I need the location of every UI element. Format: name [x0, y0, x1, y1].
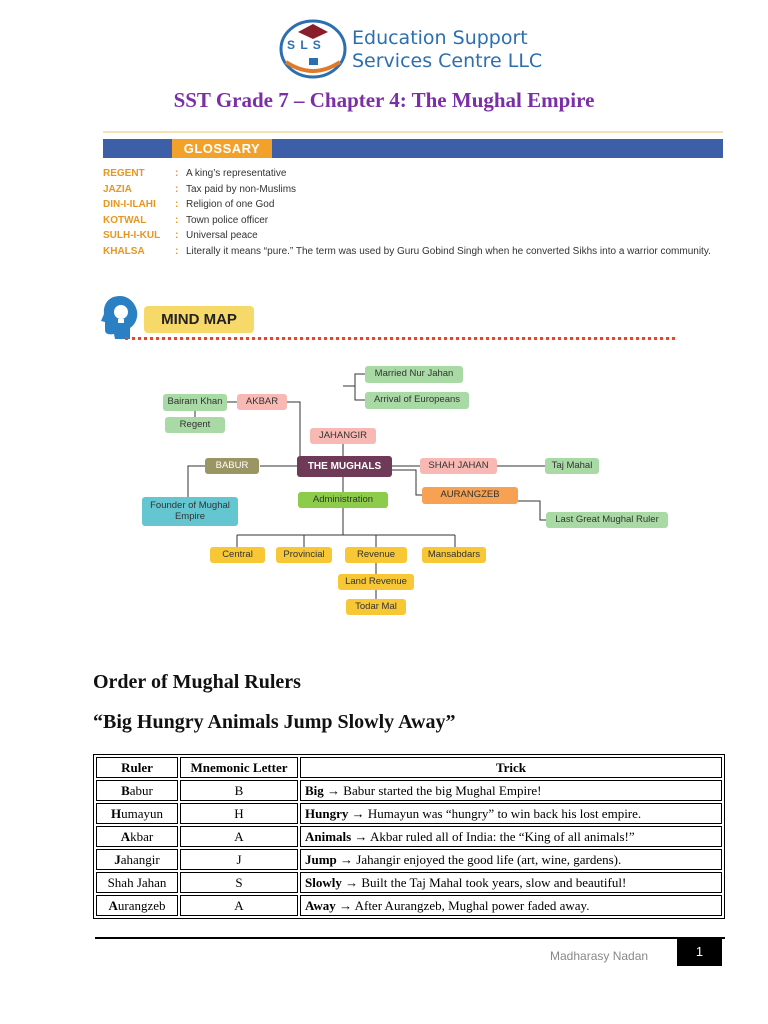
node-taj-mahal: Taj Mahal [545, 458, 599, 474]
ruler-cell [96, 895, 178, 916]
letter-cell: H [180, 803, 298, 824]
trick-keyword: Hungry [305, 805, 349, 821]
glossary-colon: : [175, 215, 179, 226]
glossary-colon: : [175, 184, 179, 195]
letter-cell: A [180, 826, 298, 847]
table-row [96, 826, 722, 847]
node-todar-mal: Todar Mal [346, 599, 406, 615]
node-shah-jahan: SHAH JAHAN [420, 458, 497, 474]
ruler-initial: H [110, 805, 122, 821]
letter-cell: S [180, 872, 298, 893]
glossary-term: JAZIA [103, 184, 132, 195]
node-jahangir: JAHANGIR [310, 428, 376, 444]
mind-map-heading: MIND MAP [144, 306, 254, 333]
ruler-name-rest: Shah Jahan [107, 874, 167, 890]
rulers-table [93, 754, 725, 919]
glossary-definition: Literally it means “pure.” The term was used by Guru Gobind Singh when he converted Sikhs into a warrior community. [186, 246, 711, 257]
trick-keyword: Slowly [305, 874, 342, 890]
mnemonic-phrase: “Big Hungry Animals Jump Slowly Away” [93, 711, 456, 733]
glossary-heading: GLOSSARY [172, 139, 272, 158]
glossary-colon: : [175, 246, 179, 257]
glossary-term: KHALSA [103, 246, 145, 257]
ruler-name-rest: urangzeb [117, 897, 166, 913]
trick-cell [300, 826, 722, 847]
node-akbar: AKBAR [237, 394, 287, 410]
table-row [96, 895, 722, 916]
node-central: Central [210, 547, 265, 563]
trick-text: → Akbar ruled all of India: the “King of all animals!” [351, 828, 635, 844]
glossary-colon: : [175, 199, 179, 210]
column-header: Trick [300, 757, 722, 778]
glossary-definition: Tax paid by non-Muslims [186, 184, 297, 195]
node-arrival-of-europeans: Arrival of Europeans [365, 392, 469, 409]
ruler-name-rest: abur [129, 782, 153, 798]
trick-cell [300, 895, 722, 916]
column-header: Mnemonic Letter [180, 757, 298, 778]
trick-cell [300, 849, 722, 870]
glossary-term: KOTWAL [103, 215, 147, 226]
section-heading: Order of Mughal Rulers [93, 671, 301, 693]
table-row [96, 872, 722, 893]
node-regent: Regent [165, 417, 225, 433]
node-the-mughals: THE MUGHALS [297, 456, 392, 477]
ruler-initial: B [121, 782, 130, 798]
ruler-initial: A [120, 828, 131, 844]
ruler-name-rest: ahangir [120, 851, 160, 867]
trick-keyword: Away [305, 897, 336, 913]
table-row [96, 780, 722, 801]
org-name-line1: Education Support [352, 27, 528, 49]
glossary-term: SULH-I-KUL [103, 230, 161, 241]
trick-keyword: Jump [305, 851, 337, 867]
letter-cell: A [180, 895, 298, 916]
footer-author: Madharasy Nadan [550, 949, 649, 963]
node-land-revenue: Land Revenue [338, 574, 414, 590]
org-name-line2: Services Centre LLC [352, 50, 543, 72]
glossary-colon: : [175, 168, 179, 179]
glossary-definition: A king’s representative [186, 168, 287, 179]
ruler-name-rest: kbar [130, 828, 154, 844]
ruler-initial: A [108, 897, 118, 913]
ruler-cell [96, 872, 178, 893]
table-row [96, 803, 722, 824]
ruler-initial: J [114, 851, 121, 867]
logo-letters: S L S [287, 38, 322, 52]
node-last-great-mughal-ruler: Last Great Mughal Ruler [546, 512, 668, 528]
ruler-name-rest: umayun [121, 805, 163, 821]
page-title: SST Grade 7 – Chapter 4: The Mughal Empire [173, 88, 595, 112]
table-header-row [96, 757, 722, 778]
trick-text: → Built the Taj Mahal took years, slow and beautiful! [341, 874, 627, 890]
trick-text: → Humayun was “hungry” to win back his lost empire. [348, 805, 642, 821]
node-revenue: Revenue [345, 547, 407, 563]
node-aurangzeb: AURANGZEB [422, 487, 518, 504]
footer-rule [95, 937, 725, 939]
ruler-cell [96, 803, 178, 824]
ruler-cell [96, 826, 178, 847]
trick-text: → Jahangir enjoyed the good life (art, wine, gardens). [336, 851, 622, 867]
node-bairam-khan: Bairam Khan [163, 394, 227, 411]
glossary-term: REGENT [103, 168, 145, 179]
page-number: 1 [677, 937, 722, 966]
ruler-cell [96, 849, 178, 870]
letter-cell: B [180, 780, 298, 801]
glossary-term: DIN-I-ILAHI [103, 199, 156, 210]
ruler-cell [96, 780, 178, 801]
node-mansabdars: Mansabdars [422, 547, 486, 563]
node-married-nur-jahan: Married Nur Jahan [365, 366, 463, 383]
trick-cell [300, 780, 722, 801]
trick-cell [300, 872, 722, 893]
glossary-definition: Religion of one God [186, 199, 275, 210]
node-provincial: Provincial [276, 547, 332, 563]
trick-keyword: Animals [305, 828, 352, 844]
glossary-definition: Universal peace [186, 230, 258, 241]
trick-keyword: Big [305, 782, 324, 798]
letter-cell: J [180, 849, 298, 870]
glossary-colon: : [175, 230, 179, 241]
node-babur: BABUR [205, 458, 259, 474]
trick-cell [300, 803, 722, 824]
trick-text: → After Aurangzeb, Mughal power faded away. [335, 897, 590, 913]
table-row [96, 849, 722, 870]
trick-text: → Babur started the big Mughal Empire! [323, 782, 542, 798]
column-header: Ruler [96, 757, 178, 778]
node-founder-of-mughal-empire: Founder of Mughal Empire [142, 497, 238, 526]
node-administration: Administration [298, 492, 388, 508]
glossary-definition: Town police officer [186, 215, 269, 226]
